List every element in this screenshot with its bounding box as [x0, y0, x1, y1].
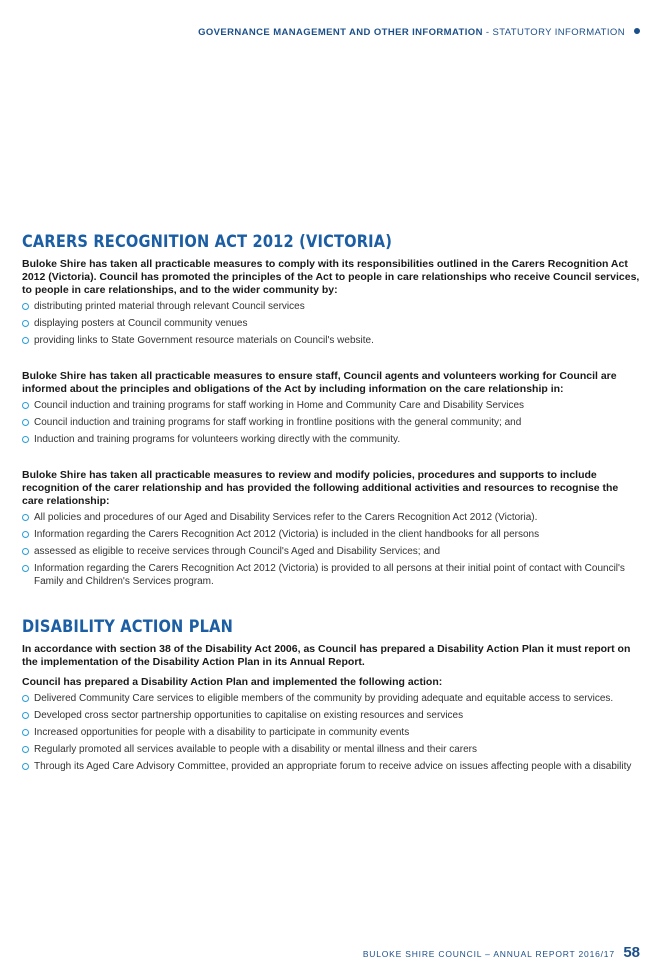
- carers-list-2: [22, 399, 640, 446]
- page-content: [22, 232, 640, 777]
- list-item: [22, 760, 640, 773]
- list-item: [22, 692, 640, 705]
- disability-para-1: In accordance with section 38 of the Disability Act 2006, as Council has prepared a Disability Action Plan it must report on the implementation of the Disability Action Plan in its Annual Report.: [22, 643, 631, 668]
- carers-para-3: Buloke Shire has taken all practicable measures to review and modify policies, procedures and supports to include recognition of the carer relationship and has provided the following additional activities and resources to recognise the care relationship:: [22, 469, 619, 507]
- bullet-icon: [22, 729, 29, 736]
- header-dot-icon: [634, 28, 640, 34]
- bullet-icon: [22, 514, 29, 521]
- bullet-icon: [22, 402, 29, 409]
- list-item: [22, 334, 640, 347]
- running-header: [198, 27, 640, 38]
- list-item-text: Information regarding the Carers Recognition Act 2012 (Victoria) is included in the client handbooks for all persons: [34, 529, 540, 540]
- bullet-icon: [22, 763, 29, 770]
- list-item-text: distributing printed material through relevant Council services: [34, 301, 305, 312]
- list-item: [22, 709, 640, 722]
- list-item: [22, 562, 640, 588]
- list-item: [22, 300, 640, 313]
- header-subsection: STATUTORY INFORMATION: [492, 27, 625, 38]
- disability-title: DISABILITY ACTION PLAN: [22, 617, 233, 637]
- list-item: [22, 399, 640, 412]
- list-item-text: Developed cross sector partnership opportunities to capitalise on existing resources and services: [34, 710, 464, 721]
- page-number: 58: [623, 944, 640, 961]
- list-item-text: Regularly promoted all services available to people with a disability or mental illness and their carers: [34, 744, 477, 755]
- list-item-text: Council induction and training programs for staff working in frontline positions with the general community; and: [34, 417, 522, 428]
- header-section: GOVERNANCE MANAGEMENT AND OTHER INFORMATION: [198, 27, 483, 38]
- list-item: [22, 545, 640, 558]
- bullet-icon: [22, 548, 29, 555]
- bullet-icon: [22, 320, 29, 327]
- list-item-text: Induction and training programs for volunteers working directly with the community.: [34, 434, 401, 445]
- page-footer: [363, 944, 640, 962]
- carers-title: CARERS RECOGNITION ACT 2012 (VICTORIA): [22, 232, 393, 252]
- disability-para-2: Council has prepared a Disability Action Plan and implemented the following action:: [22, 676, 443, 688]
- list-item: [22, 433, 640, 446]
- header-separator: -: [485, 27, 490, 38]
- bullet-icon: [22, 746, 29, 753]
- list-item-text: Through its Aged Care Advisory Committee, provided an appropriate forum to receive advice on issues affecting people with a disability: [34, 761, 632, 772]
- list-item-text: providing links to State Government resource materials on Council's website.: [34, 335, 374, 346]
- bullet-icon: [22, 712, 29, 719]
- carers-para-2: Buloke Shire has taken all practicable measures to ensure staff, Council agents and volunteers working for Council are informed about the principles and obligations of the Act by including information on the care relationship in:: [22, 370, 617, 395]
- list-item: [22, 528, 640, 541]
- list-item-text: displaying posters at Council community venues: [34, 318, 248, 329]
- list-item: [22, 416, 640, 429]
- bullet-icon: [22, 303, 29, 310]
- list-item-text: Increased opportunities for people with a disability to participate in community events: [34, 727, 410, 738]
- list-item-text: All policies and procedures of our Aged and Disability Services refer to the Carers Recognition Act 2012 (Victoria).: [34, 512, 538, 523]
- disability-list: [22, 692, 640, 773]
- carers-para-1: Buloke Shire has taken all practicable measures to comply with its responsibilities outlined in the Carers Recognition Act 2012 (Victoria). Council has promoted the principles of the Act to people in care relationships who receive Council services, to people in care relationships, and to the wider community by:: [22, 258, 640, 296]
- bullet-icon: [22, 436, 29, 443]
- list-item-text: Delivered Community Care services to eligible members of the community by providing adequate and equitable access to services.: [34, 693, 614, 704]
- list-item: [22, 317, 640, 330]
- bullet-icon: [22, 337, 29, 344]
- bullet-icon: [22, 531, 29, 538]
- carers-list-3: [22, 511, 640, 588]
- list-item-text: Information regarding the Carers Recognition Act 2012 (Victoria) is provided to all persons at their initial point of contact with Council's Family and Children's Services program.: [34, 563, 625, 587]
- bullet-icon: [22, 695, 29, 702]
- footer-text: BULOKE SHIRE COUNCIL – ANNUAL REPORT 2016/17: [362, 949, 615, 959]
- list-item-text: Council induction and training programs for staff working in Home and Community Care and Disability Services: [34, 400, 525, 411]
- bullet-icon: [22, 565, 29, 572]
- carers-list-1: [22, 300, 640, 347]
- bullet-icon: [22, 419, 29, 426]
- list-item: [22, 726, 640, 739]
- list-item: [22, 511, 640, 524]
- list-item-text: assessed as eligible to receive services through Council's Aged and Disability Services; and: [34, 546, 441, 557]
- list-item: [22, 743, 640, 756]
